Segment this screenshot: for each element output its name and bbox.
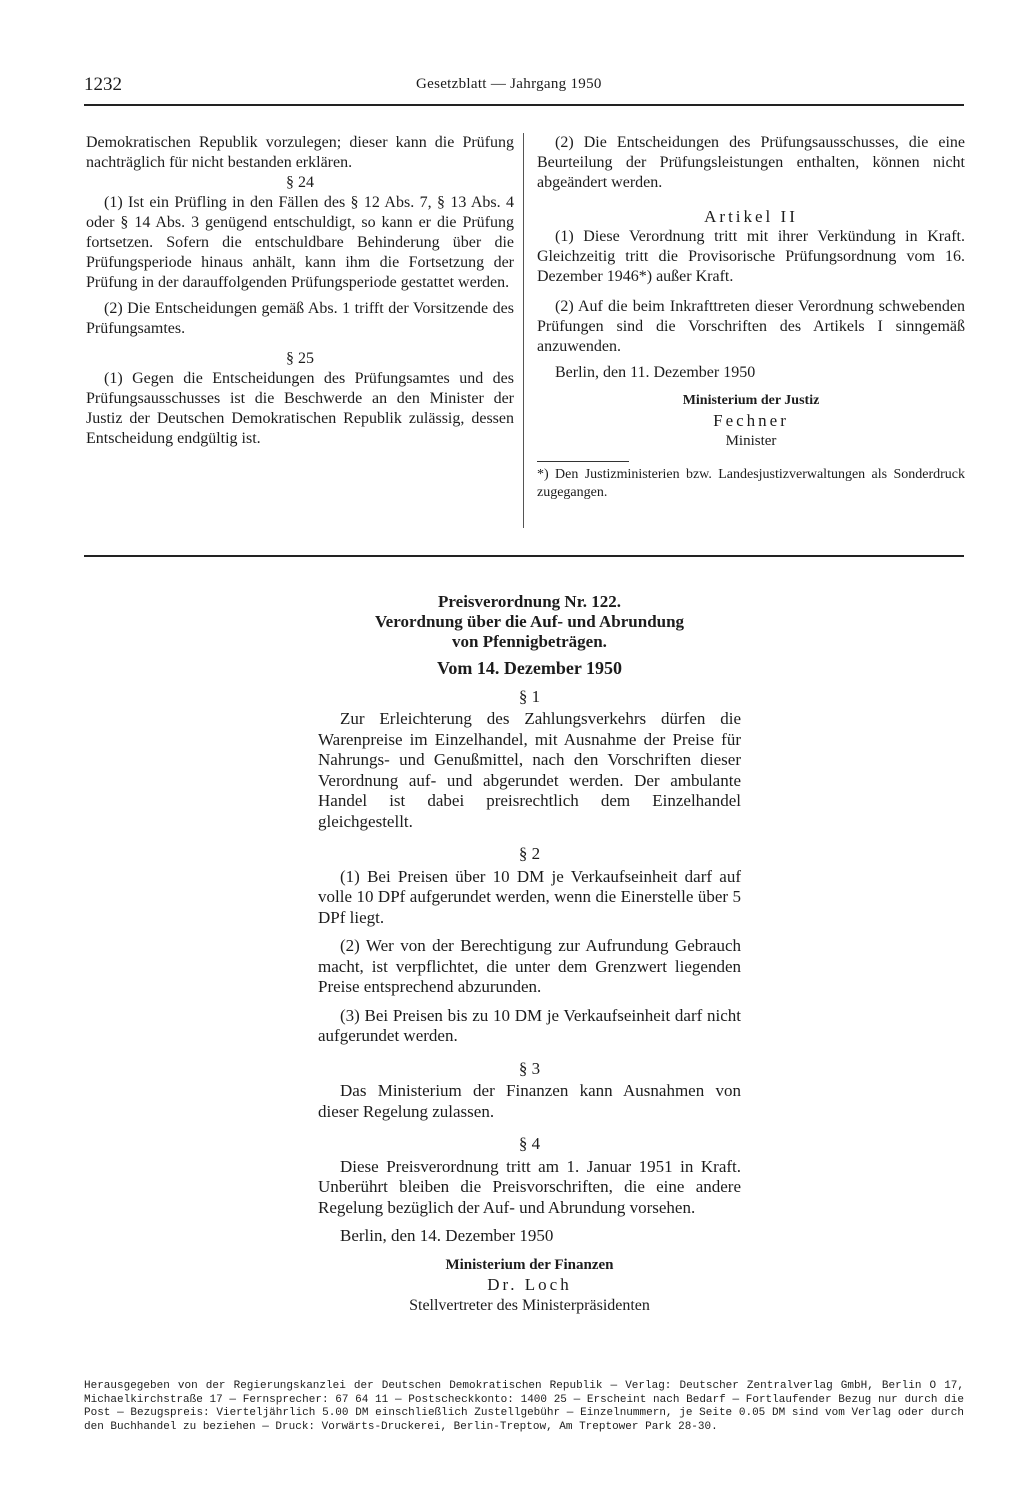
imprint-text: Herausgegeben von der Regierungskanzlei der Deutschen Demokratischen Republik — Verlag: Deutscher Zentralverlag GmbH, Berlin O 17, Michaelkirchstraße 17 — Fernsprecher: 67 64 11 — Postscheckkonto: 1400 25 — Erscheint nach Bedarf — Fortlaufender Bezug nur durch die Post — Bezugspreis: Vierteljährlich 5.00 DM einschließlich Zustellgebühr — Einzelnummern, je Seite 0.05 DM sind vom Verlag oder durch den Buchhandel zu beziehen — Druck: Vorwärts-Druckerei, Berlin-Treptow, Am Treptower Park 28-30.	[84, 1380, 964, 1433]
header-rule	[84, 104, 964, 106]
section-separator-rule	[84, 555, 964, 557]
date-line: Berlin, den 11. Dezember 1950	[555, 364, 756, 381]
decree-section-2-paragraph-2: (2) Wer von der Berechtigung zur Aufrundung Gebrauch macht, ist verpflichtet, die unter dem Grenzwert liegenden Preise entsprechend abzurunden.	[318, 936, 741, 996]
decree-section-3-text: Das Ministerium der Finanzen kann Ausnahmen von dieser Regelung zulassen.	[318, 1081, 741, 1121]
page-number: 1232	[84, 74, 122, 95]
decree-section-2-paragraph-3: (3) Bei Preisen bis zu 10 DM je Verkaufseinheit darf nicht aufgerundet werden.	[318, 1005, 741, 1045]
footnote: *) Den Justizministerien bzw. Landesjustizverwaltungen als Sonderdruck zugegangen.	[537, 467, 965, 500]
decree-title-line-3: von Pfennigbeträgen.	[452, 632, 607, 651]
continuation-paragraph: Demokratischen Republik vorzulegen; dieser kann die Prüfung nachträglich für nicht bestanden erklären.	[86, 134, 514, 171]
right-column	[537, 133, 965, 502]
left-column	[86, 133, 514, 449]
signer-name: Fechner	[713, 411, 789, 430]
decree-section-4-heading: § 4	[518, 1134, 541, 1153]
decree-section-1-heading: § 1	[518, 686, 541, 706]
decree-date-line: Berlin, den 14. Dezember 1950	[340, 1226, 554, 1245]
section-24-heading: § 24	[286, 174, 314, 191]
signer-organization: Ministerium der Justiz	[682, 393, 820, 408]
section-25-paragraph-1: (1) Gegen die Entscheidungen des Prüfungsamtes und des Prüfungsausschusses ist die Beschwerde an den Minister der Justiz der Deutschen Demokratischen Republik zulässig, dessen Entscheidung endgültig ist.	[86, 370, 514, 447]
continued-paragraph: (2) Die Entscheidungen des Prüfungsausschusses, die eine Beurteilung der Prüfungsleistungen enthalten, können nicht abgeändert werden.	[537, 134, 965, 191]
decree-date: Vom 14. Dezember 1950	[437, 658, 622, 678]
decree-title-line-1: Preisverordnung Nr. 122.	[438, 592, 621, 611]
decree-section-2-paragraph-1: (1) Bei Preisen über 10 DM je Verkaufseinheit darf auf volle 10 DPf aufgerundet werden, wenn die Einerstelle über 5 DPf liegt.	[318, 866, 741, 927]
article-paragraph-1: (1) Diese Verordnung tritt mit ihrer Verkündung in Kraft. Gleichzeitig tritt die Provisorische Prüfungsordnung vom 16. Dezember 1946*) außer Kraft.	[537, 228, 965, 285]
footnote-rule	[537, 461, 629, 462]
decree-signer-organization: Ministerium der Finanzen	[445, 1256, 614, 1273]
decree-section-3-heading: § 3	[518, 1058, 541, 1078]
signer-role: Minister	[725, 433, 777, 449]
section-25-heading: § 25	[286, 350, 314, 367]
article-heading: Artikel II	[704, 207, 798, 226]
column-divider	[523, 133, 524, 528]
section-24-paragraph-1: (1) Ist ein Prüfling in den Fällen des § 12 Abs. 7, § 13 Abs. 4 oder § 14 Abs. 3 genügend entschuldigt, so kann er die Prüfung fortsetzen. Sofern die entschuldbare Behinderung über die Prüfungsperiode hinaus anhält, kann ihm die Fortsetzung der Prüfung in der darauffolgenden Prüfungsperiode gestattet werden.	[86, 194, 514, 291]
section-24-paragraph-2: (2) Die Entscheidungen gemäß Abs. 1 trifft der Vorsitzende des Prüfungsamtes.	[86, 300, 514, 337]
decree-title-line-2: Verordnung über die Auf- und Abrundung	[374, 612, 685, 631]
publisher-imprint	[84, 1380, 964, 1434]
running-head: Gesetzblatt — Jahrgang 1950	[416, 76, 602, 92]
decree-signer-role: Stellvertreter des Ministerpräsidenten	[409, 1296, 650, 1314]
price-decree	[318, 592, 741, 1316]
decree-section-1-text: Zur Erleichterung des Zahlungsverkehrs dürfen die Warenpreise im Einzelhandel, mit Ausnahme der Preise für Nahrungs- und Genußmittel, nach den Vorschriften dieser Verordnung auf- und abgerundet werden. Der ambulante Handel ist dabei preisrechtlich dem Einzelhandel gleichgestellt.	[318, 709, 741, 831]
decree-section-4-text: Diese Preisverordnung tritt am 1. Januar 1951 in Kraft. Unberührt bleiben die Preisvorschriften, die eine andere Regelung bezüglich der Auf- und Abrundung vorsehen.	[318, 1156, 741, 1217]
decree-signer-name: Dr. Loch	[487, 1275, 572, 1294]
article-paragraph-2: (2) Auf die beim Inkrafttreten dieser Verordnung schwebenden Prüfungen sind die Vorschriften des Artikels I sinngemäß anzuwenden.	[537, 298, 965, 355]
decree-section-2-heading: § 2	[518, 844, 541, 863]
